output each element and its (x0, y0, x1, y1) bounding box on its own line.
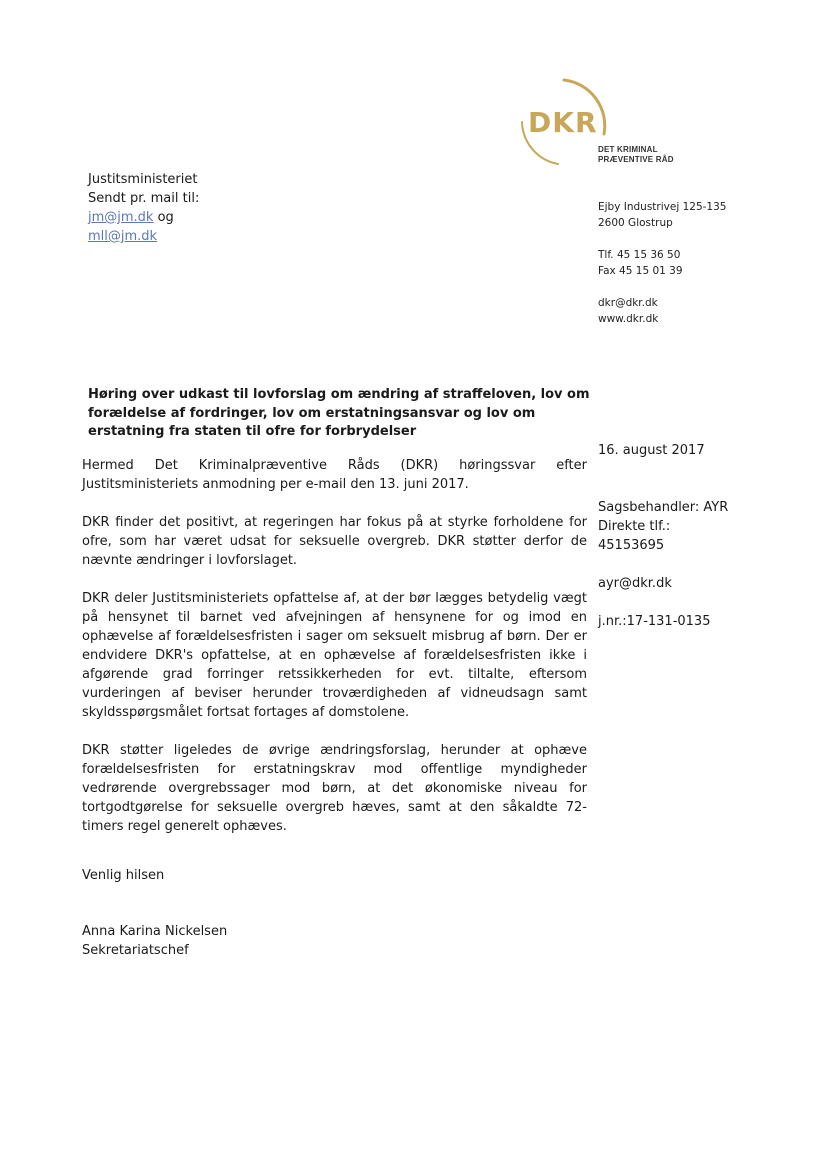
logo-text: DKR (528, 106, 598, 139)
body-paragraph-1: Hermed Det Kriminalpræventive Råds (DKR) høringssvar efter Justitsministeriets anmodning per e-mail den 13. juni 2017. (82, 458, 587, 492)
recipient-connector: og (153, 210, 174, 225)
caseworker: Sagsbehandler: AYR (598, 500, 729, 515)
body-paragraph-4: DKR støtter ligeledes de øvrige ændringsforslag, herunder at ophæve forældelsesfristen for erstatningskrav mod offentlige myndigheder vedrørende overgrebssager mod børn, at det økonomiske niveau for tortgodtgørelse for seksuelle overgreb hæves, samt at den såkaldte 72-timers regel generelt ophæves. (82, 743, 587, 834)
direct-phone: 45153695 (598, 538, 665, 553)
sender-address-city: 2600 Glostrup (598, 217, 673, 229)
sender-info (598, 199, 726, 327)
sender-email: dkr@dkr.dk (598, 297, 658, 309)
recipient-email-link-2[interactable]: mll@jm.dk (88, 229, 158, 244)
sender-fax: Fax 45 15 01 39 (598, 265, 683, 277)
signer-name: Anna Karina Nickelsen (82, 924, 228, 939)
recipient-sent-via: Sendt pr. mail til: (88, 191, 200, 206)
logo-subtitle (598, 145, 674, 165)
caseworker-email: ayr@dkr.dk (598, 576, 672, 591)
recipient-block (88, 170, 199, 246)
logo-subtitle-line1: DET KRIMINAL (598, 145, 658, 154)
sender-phone: Tlf. 45 15 36 50 (598, 249, 681, 261)
signature-block (82, 922, 227, 960)
recipient-email-line-2 (88, 227, 199, 246)
logo-subtitle-line2: PRÆVENTIVE RÅD (598, 155, 674, 164)
direct-phone-label: Direkte tlf.: (598, 519, 671, 534)
letter-subject: Høring over udkast til lovforslag om ændring af straffeloven, lov om forældelse af fordringer, lov om erstatningsansvar og lov om erstatning fra staten til ofre for forbrydelser (88, 387, 590, 439)
closing-greeting: Venlig hilsen (82, 868, 165, 883)
letter-date: 16. august 2017 (598, 443, 705, 458)
letter-meta (598, 441, 728, 631)
recipient-name: Justitsministeriet (88, 172, 198, 187)
body-paragraph-2: DKR finder det positivt, at regeringen har fokus på at styrke forholdene for ofre, som har været udsat for seksuelle overgreb. DKR støtter derfor de nævnte ændringer i lovforslaget. (82, 515, 587, 568)
recipient-email-line (88, 208, 199, 227)
sender-address-street: Ejby Industrivej 125-135 (598, 201, 727, 213)
body-paragraph-3: DKR deler Justitsministeriets opfattelse af, at der bør lægges betydelig vægt på hensynet til barnet ved afvejningen af hensynene for og imod en ophævelse af forældelsesfristen i sager om seksuelt misbrug af børn. Der er endvidere DKR's opfattelse, at en ophævelse af forældelsesfristen ikke i afgørende grad forringer retssikkerheden for evt. tiltalte, eftersom vurderingen af beviser herunder troværdigheden af vidneudsagn samt skyldsspørgsmålet fortsat fortages af domstolene. (82, 591, 587, 720)
letter-body (82, 456, 587, 855)
journal-number: j.nr.:17-131-0135 (598, 614, 711, 629)
recipient-email-link-1[interactable]: jm@jm.dk (88, 210, 154, 225)
signer-title: Sekretariatschef (82, 943, 189, 958)
sender-website: www.dkr.dk (598, 313, 659, 325)
